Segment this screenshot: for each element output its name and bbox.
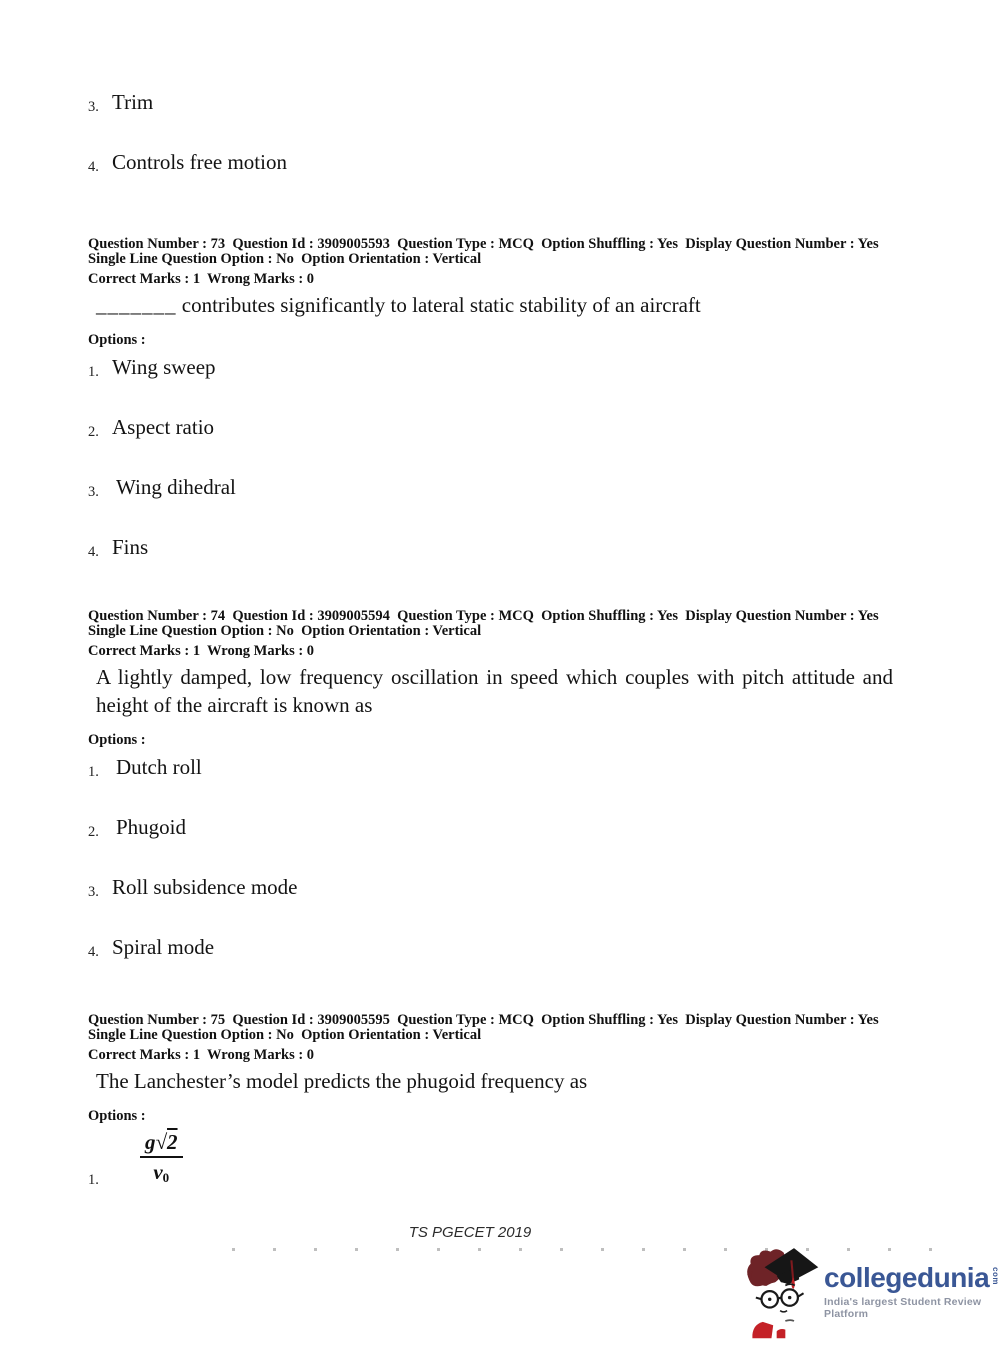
option-row xyxy=(88,533,918,562)
question-text: A lightly damped, low frequency oscillation in speed which couples with pitch attitude and height of the aircraft is known as xyxy=(96,665,893,717)
option-row xyxy=(88,88,918,117)
option-label: Roll subsidence mode xyxy=(112,875,298,899)
option-row xyxy=(88,413,918,442)
option-label: Phugoid xyxy=(116,815,187,839)
option-label: Wing sweep xyxy=(112,355,216,379)
brand-tld: com xyxy=(991,1267,1000,1285)
option-number: 4. xyxy=(88,944,99,960)
option-number: 2. xyxy=(88,824,99,840)
option-number: 3. xyxy=(88,484,99,500)
question-block-74 xyxy=(88,609,918,962)
option-number: 3. xyxy=(88,99,99,115)
question-text xyxy=(88,291,893,319)
options-heading: Options : xyxy=(88,332,146,348)
radicand: 2 xyxy=(167,1130,178,1154)
option-number: 3. xyxy=(88,884,99,900)
question-marks-line: Correct Marks : 1 Wrong Marks : 0 xyxy=(88,271,315,287)
exam-title: TS PGECET 2019 xyxy=(408,1224,532,1241)
question-marks-line: Correct Marks : 1 Wrong Marks : 0 xyxy=(88,1047,315,1063)
formula-denominator xyxy=(153,1158,169,1190)
option-number: 4. xyxy=(88,159,99,175)
formula-subscript: 0 xyxy=(162,1170,170,1185)
brand-name: collegedunia xyxy=(824,1262,990,1293)
option-row xyxy=(88,813,918,842)
option-number: 1. xyxy=(88,764,99,780)
question-meta-line1: Question Number : 73 Question Id : 3909005593 Question Type : MCQ Option Shuffling : Yes Display Question Number : Yes xyxy=(88,236,879,252)
question-meta-line1: Question Number : 75 Question Id : 3909005595 Question Type : MCQ Option Shuffling : Yes Display Question Number : Yes xyxy=(88,1012,879,1028)
option-label: Controls free motion xyxy=(112,150,287,174)
formula-numerator xyxy=(140,1131,183,1158)
option-label: Fins xyxy=(112,535,149,559)
option-row xyxy=(88,353,918,382)
option-row xyxy=(88,148,918,177)
question-meta-line1: Question Number : 74 Question Id : 3909005594 Question Type : MCQ Option Shuffling : Yes Display Question Number : Yes xyxy=(88,608,879,624)
option-label: Spiral mode xyxy=(112,935,215,959)
options-heading: Options : xyxy=(88,1108,146,1124)
question-marks-line: Correct Marks : 1 Wrong Marks : 0 xyxy=(88,643,315,659)
fill-blank: _______ xyxy=(96,293,177,317)
question-text: The Lanchester’s model predicts the phugoid frequency as xyxy=(96,1069,588,1093)
option-number: 1. xyxy=(88,364,99,380)
option-row xyxy=(88,1131,918,1190)
option-label: Dutch roll xyxy=(116,755,202,779)
option-row xyxy=(88,753,918,782)
question-block-73 xyxy=(88,237,918,562)
options-heading: Options : xyxy=(88,732,146,748)
option-number: 4. xyxy=(88,544,99,560)
question-meta-line2: Single Line Question Option : No Option Orientation : Vertical xyxy=(88,251,482,267)
brand-text-block xyxy=(824,1263,1000,1320)
question-meta-line2: Single Line Question Option : No Option Orientation : Vertical xyxy=(88,1027,482,1043)
collegedunia-logo xyxy=(742,1244,1000,1339)
option-row xyxy=(88,933,918,962)
option-row xyxy=(88,473,918,502)
formula-var-g: g xyxy=(145,1130,156,1154)
question-block-75 xyxy=(88,1013,918,1190)
phugoid-frequency-formula xyxy=(140,1131,183,1190)
radical-sign: √ xyxy=(155,1130,168,1154)
collegedunia-mascot-icon xyxy=(742,1244,820,1339)
option-number: 1. xyxy=(88,1172,99,1188)
option-number: 2. xyxy=(88,424,99,440)
option-row xyxy=(88,873,918,902)
option-label: Wing dihedral xyxy=(116,475,236,499)
brand-tagline: India's largest Student Review Platform xyxy=(824,1296,982,1320)
option-label: Aspect ratio xyxy=(112,415,215,439)
question-meta-line2: Single Line Question Option : No Option Orientation : Vertical xyxy=(88,623,482,639)
option-label: Trim xyxy=(112,90,154,114)
previous-question-options xyxy=(88,84,918,177)
question-text-body: contributes significantly to lateral static stability of an aircraft xyxy=(181,293,701,317)
formula-var-v: v xyxy=(153,1160,163,1184)
